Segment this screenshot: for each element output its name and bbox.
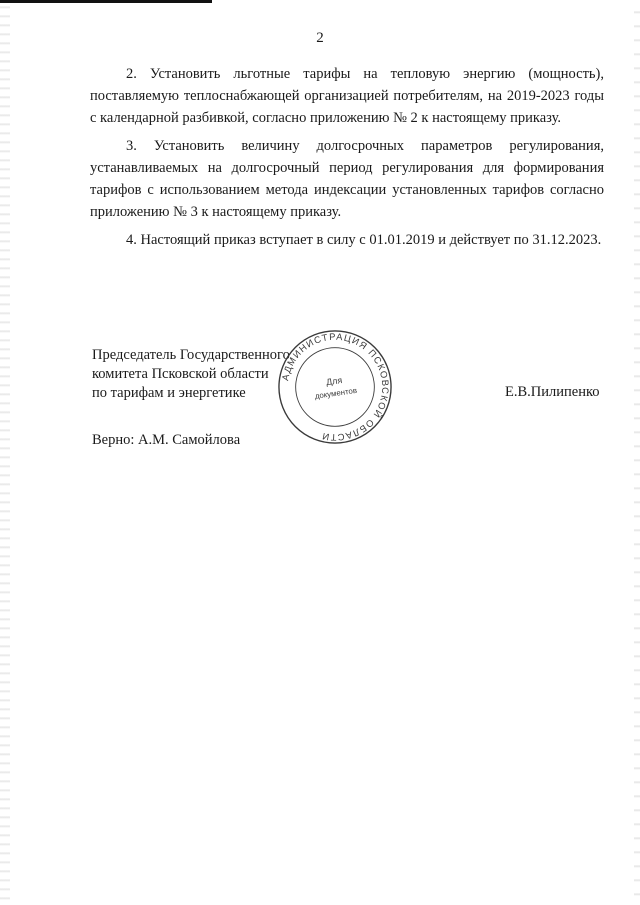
paragraph-item-4: 4. Настоящий приказ вступает в силу с 01.01.2019 и действует по 31.12.2023. (126, 232, 602, 248)
official-stamp (276, 328, 394, 446)
scan-right-edge (634, 0, 640, 905)
verified-by: Верно: А.М. Самойлова (92, 432, 241, 448)
stamp-center-line-2: документов (314, 385, 358, 401)
stamp-outer-text: АДМИНИСТРАЦИЯ ПСКОВСКОЙ ОБЛАСТИ (280, 331, 391, 443)
scan-left-edge (0, 0, 10, 905)
scan-top-mark (0, 0, 212, 3)
signatory-title (92, 346, 290, 403)
signatory-title-line-2: комитета Псковской области (92, 366, 269, 382)
signatory-title-line-3: по тарифам и энергетике (92, 385, 246, 401)
paragraph-item-2: 2. Установить льготные тарифы на тепловую энергию (мощность), поставляемую теплоснабжающей организацией потребителям, на 2019-2023 годы с календарной разбивкой, согласно приложению № 2 к настоящему приказу. (90, 66, 604, 126)
document-body (90, 63, 604, 257)
stamp-center-line-1: Для (325, 375, 343, 388)
signatory-title-line-1: Председатель Государственного (92, 347, 290, 363)
page-number: 2 (316, 30, 324, 46)
signatory-name: Е.В.Пилипенко (505, 384, 600, 400)
stamp-inner-ring (296, 348, 375, 427)
paragraph-item-3: 3. Установить величину долгосрочных параметров регулирования, устанавливаемых на долгосрочный период регулирования для формирования тарифов с использованием метода индексации установленных тарифов согласно приложению № 3 к настоящему приказу. (90, 138, 604, 220)
